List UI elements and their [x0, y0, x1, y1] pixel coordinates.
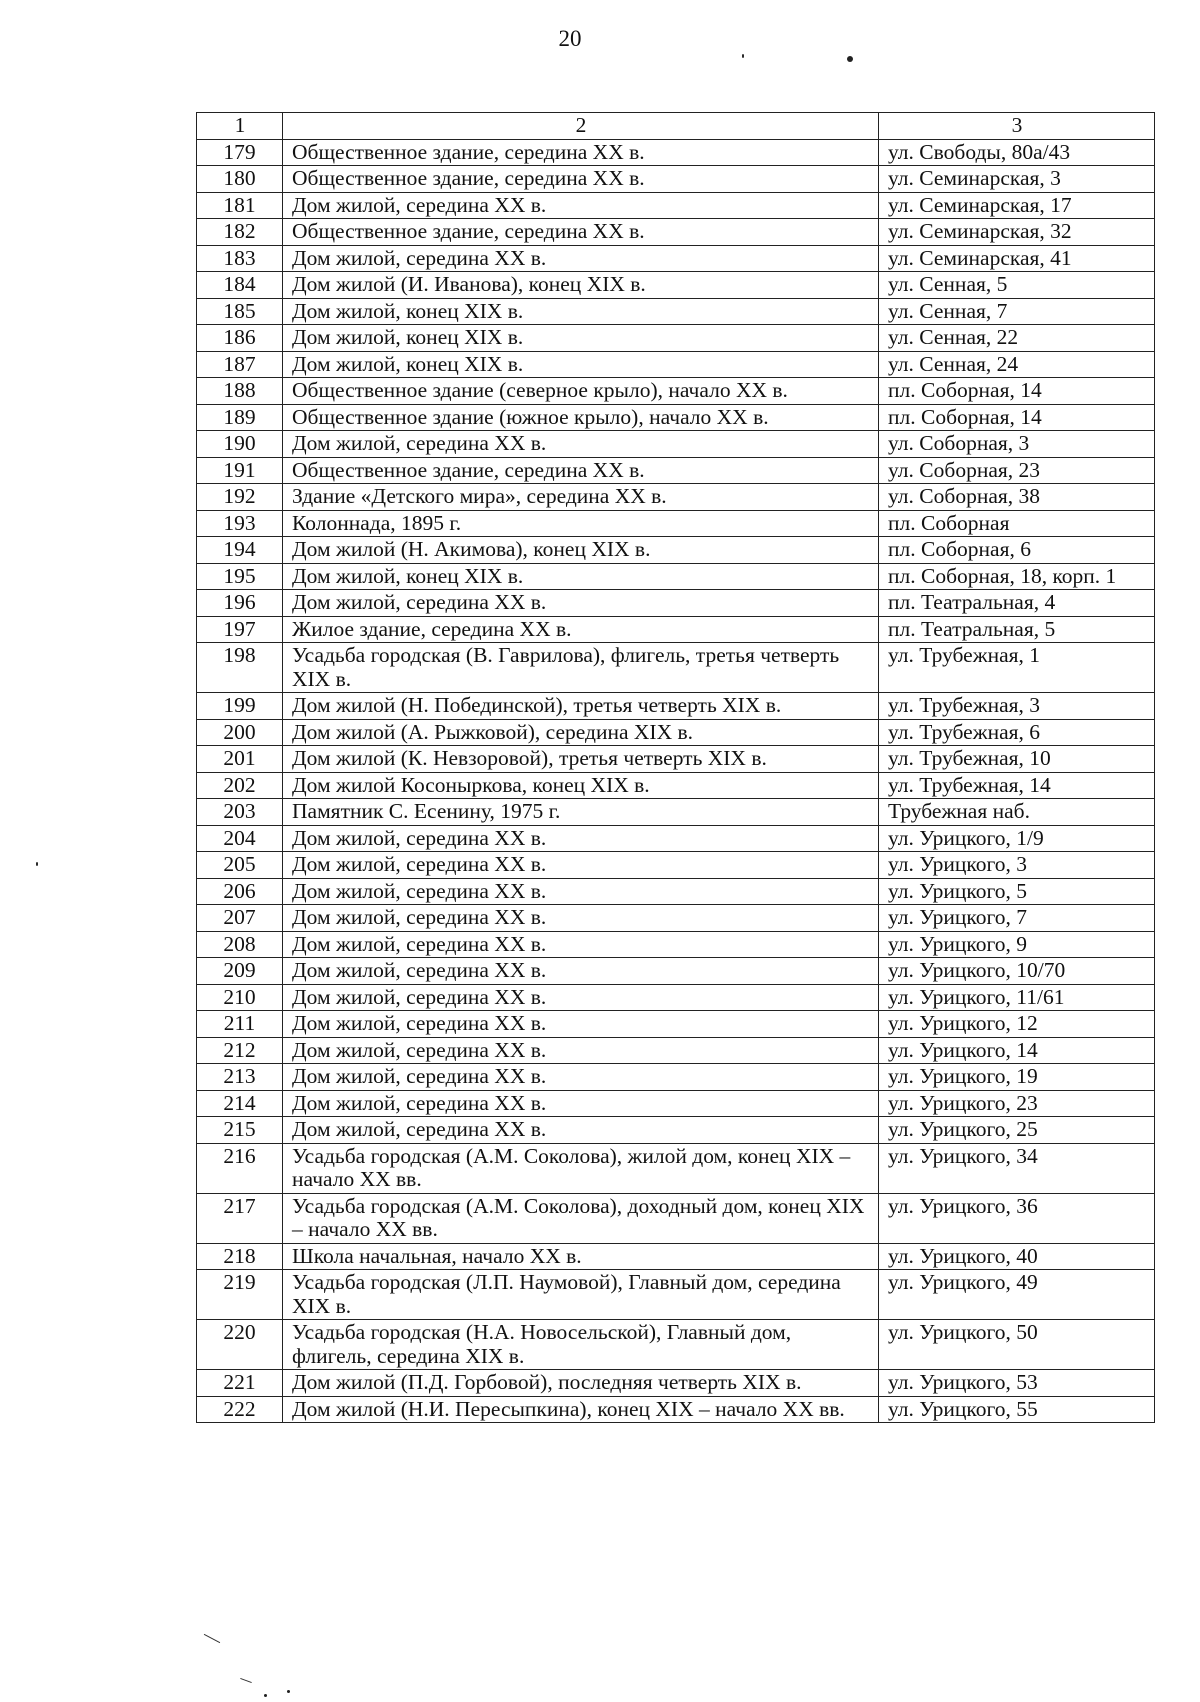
address-cell: ул. Урицкого, 49 — [879, 1270, 1155, 1320]
object-name-cell: Дом жилой, середина XX в. — [283, 878, 879, 905]
address-cell: ул. Урицкого, 11/61 — [879, 984, 1155, 1011]
row-number-cell: 183 — [197, 245, 283, 272]
object-name-cell: Дом жилой (П.Д. Горбовой), последняя четверть XIX в. — [283, 1370, 879, 1397]
address-cell: ул. Трубежная, 14 — [879, 772, 1155, 799]
object-name-cell: Общественное здание (северное крыло), начало XX в. — [283, 378, 879, 405]
table-row — [197, 245, 1155, 272]
row-number-cell: 206 — [197, 878, 283, 905]
table-row — [197, 1243, 1155, 1270]
object-name-cell: Памятник С. Есенину, 1975 г. — [283, 799, 879, 826]
address-cell: ул. Сенная, 22 — [879, 325, 1155, 352]
table-row — [197, 1117, 1155, 1144]
row-number-cell: 201 — [197, 746, 283, 773]
row-number-cell: 199 — [197, 693, 283, 720]
object-name-cell: Школа начальная, начало XX в. — [283, 1243, 879, 1270]
address-cell: ул. Урицкого, 5 — [879, 878, 1155, 905]
object-name-cell: Общественное здание, середина XX в. — [283, 166, 879, 193]
object-name-cell: Дом жилой (Н. Побединской), третья четверть XIX в. — [283, 693, 879, 720]
address-cell: пл. Соборная, 18, корп. 1 — [879, 563, 1155, 590]
table-row — [197, 984, 1155, 1011]
table-row — [197, 404, 1155, 431]
address-cell: ул. Семинарская, 32 — [879, 219, 1155, 246]
address-cell: пл. Соборная — [879, 510, 1155, 537]
address-cell: ул. Урицкого, 1/9 — [879, 825, 1155, 852]
scan-speck — [264, 1694, 267, 1697]
row-number-cell: 187 — [197, 351, 283, 378]
object-name-cell: Дом жилой (Н. Акимова), конец XIX в. — [283, 537, 879, 564]
heritage-registry-table — [196, 112, 1155, 1423]
row-number-cell: 189 — [197, 404, 283, 431]
row-number-cell: 214 — [197, 1090, 283, 1117]
object-name-cell: Общественное здание (южное крыло), начало XX в. — [283, 404, 879, 431]
table-row — [197, 693, 1155, 720]
table-row — [197, 219, 1155, 246]
row-number-cell: 181 — [197, 192, 283, 219]
scan-speck — [36, 862, 38, 866]
object-name-cell: Дом жилой, середина XX в. — [283, 852, 879, 879]
address-cell: ул. Урицкого, 7 — [879, 905, 1155, 932]
object-name-cell: Дом жилой (К. Невзоровой), третья четверть XIX в. — [283, 746, 879, 773]
object-name-cell: Усадьба городская (А.М. Соколова), жилой дом, конец XIX – начало XX вв. — [283, 1143, 879, 1193]
table-row — [197, 1037, 1155, 1064]
table-row — [197, 825, 1155, 852]
column-header-number: 1 — [197, 113, 283, 140]
row-number-cell: 213 — [197, 1064, 283, 1091]
table-row — [197, 643, 1155, 693]
object-name-cell: Дом жилой, середина XX в. — [283, 1090, 879, 1117]
object-name-cell: Дом жилой, середина XX в. — [283, 431, 879, 458]
table-row — [197, 325, 1155, 352]
row-number-cell: 192 — [197, 484, 283, 511]
address-cell: ул. Урицкого, 9 — [879, 931, 1155, 958]
address-cell: ул. Сенная, 24 — [879, 351, 1155, 378]
object-name-cell: Дом жилой, середина XX в. — [283, 245, 879, 272]
address-cell: пл. Театральная, 5 — [879, 616, 1155, 643]
table-row — [197, 590, 1155, 617]
address-cell: ул. Урицкого, 3 — [879, 852, 1155, 879]
address-cell: ул. Соборная, 23 — [879, 457, 1155, 484]
address-cell: ул. Соборная, 3 — [879, 431, 1155, 458]
object-name-cell: Дом жилой Косоныркова, конец XIX в. — [283, 772, 879, 799]
address-cell: пл. Соборная, 6 — [879, 537, 1155, 564]
table-row — [197, 905, 1155, 932]
address-cell: ул. Трубежная, 6 — [879, 719, 1155, 746]
object-name-cell: Усадьба городская (Н.А. Новосельской), Главный дом, флигель, середина XIX в. — [283, 1320, 879, 1370]
address-cell: ул. Урицкого, 50 — [879, 1320, 1155, 1370]
table-row — [197, 852, 1155, 879]
row-number-cell: 196 — [197, 590, 283, 617]
address-cell: ул. Трубежная, 1 — [879, 643, 1155, 693]
address-cell: ул. Трубежная, 3 — [879, 693, 1155, 720]
row-number-cell: 179 — [197, 139, 283, 166]
address-cell: ул. Урицкого, 53 — [879, 1370, 1155, 1397]
scan-mark — [240, 1678, 252, 1683]
object-name-cell: Усадьба городская (В. Гаврилова), флигель, третья четверть XIX в. — [283, 643, 879, 693]
row-number-cell: 212 — [197, 1037, 283, 1064]
table-row — [197, 616, 1155, 643]
row-number-cell: 222 — [197, 1396, 283, 1423]
object-name-cell: Дом жилой, конец XIX в. — [283, 325, 879, 352]
table-row — [197, 799, 1155, 826]
table-row — [197, 563, 1155, 590]
address-cell: ул. Трубежная, 10 — [879, 746, 1155, 773]
object-name-cell: Дом жилой, середина XX в. — [283, 905, 879, 932]
table-row — [197, 1064, 1155, 1091]
object-name-cell: Дом жилой, середина XX в. — [283, 984, 879, 1011]
address-cell: ул. Семинарская, 3 — [879, 166, 1155, 193]
row-number-cell: 217 — [197, 1193, 283, 1243]
table-row — [197, 746, 1155, 773]
row-number-cell: 191 — [197, 457, 283, 484]
row-number-cell: 184 — [197, 272, 283, 299]
scan-speck — [847, 56, 853, 62]
object-name-cell: Дом жилой, середина XX в. — [283, 192, 879, 219]
address-cell: ул. Семинарская, 41 — [879, 245, 1155, 272]
row-number-cell: 215 — [197, 1117, 283, 1144]
table-row — [197, 457, 1155, 484]
row-number-cell: 205 — [197, 852, 283, 879]
table-row — [197, 1011, 1155, 1038]
address-cell: ул. Сенная, 7 — [879, 298, 1155, 325]
address-cell: ул. Урицкого, 40 — [879, 1243, 1155, 1270]
row-number-cell: 193 — [197, 510, 283, 537]
table-row — [197, 878, 1155, 905]
address-cell: пл. Театральная, 4 — [879, 590, 1155, 617]
row-number-cell: 216 — [197, 1143, 283, 1193]
row-number-cell: 197 — [197, 616, 283, 643]
object-name-cell: Дом жилой, середина XX в. — [283, 1037, 879, 1064]
object-name-cell: Дом жилой (Н.И. Пересыпкина), конец XIX – начало XX вв. — [283, 1396, 879, 1423]
table-row — [197, 192, 1155, 219]
row-number-cell: 194 — [197, 537, 283, 564]
object-name-cell: Усадьба городская (Л.П. Наумовой), Главный дом, середина XIX в. — [283, 1270, 879, 1320]
address-cell: ул. Урицкого, 25 — [879, 1117, 1155, 1144]
address-cell: ул. Соборная, 38 — [879, 484, 1155, 511]
table-row — [197, 351, 1155, 378]
table-row — [197, 719, 1155, 746]
object-name-cell: Общественное здание, середина XX в. — [283, 139, 879, 166]
table-row — [197, 1270, 1155, 1320]
page-number: 20 — [558, 26, 582, 51]
row-number-cell: 211 — [197, 1011, 283, 1038]
row-number-cell: 198 — [197, 643, 283, 693]
object-name-cell: Колоннада, 1895 г. — [283, 510, 879, 537]
table-row — [197, 537, 1155, 564]
scan-mark — [204, 1634, 220, 1643]
table-row — [197, 298, 1155, 325]
row-number-cell: 202 — [197, 772, 283, 799]
row-number-cell: 180 — [197, 166, 283, 193]
row-number-cell: 220 — [197, 1320, 283, 1370]
table-header-row — [197, 113, 1155, 140]
table-row — [197, 1396, 1155, 1423]
address-cell: ул. Урицкого, 55 — [879, 1396, 1155, 1423]
row-number-cell: 188 — [197, 378, 283, 405]
row-number-cell: 219 — [197, 1270, 283, 1320]
address-cell: ул. Урицкого, 10/70 — [879, 958, 1155, 985]
row-number-cell: 204 — [197, 825, 283, 852]
row-number-cell: 195 — [197, 563, 283, 590]
address-cell: ул. Семинарская, 17 — [879, 192, 1155, 219]
column-header-name: 2 — [283, 113, 879, 140]
object-name-cell: Дом жилой, конец XIX в. — [283, 298, 879, 325]
object-name-cell: Дом жилой, середина XX в. — [283, 958, 879, 985]
row-number-cell: 203 — [197, 799, 283, 826]
address-cell: ул. Сенная, 5 — [879, 272, 1155, 299]
table-row — [197, 378, 1155, 405]
table-row — [197, 1090, 1155, 1117]
object-name-cell: Здание «Детского мира», середина XX в. — [283, 484, 879, 511]
object-name-cell: Дом жилой (А. Рыжковой), середина XIX в. — [283, 719, 879, 746]
address-cell: пл. Соборная, 14 — [879, 404, 1155, 431]
row-number-cell: 186 — [197, 325, 283, 352]
scan-speck — [287, 1690, 290, 1693]
address-cell: ул. Урицкого, 12 — [879, 1011, 1155, 1038]
row-number-cell: 200 — [197, 719, 283, 746]
address-cell: пл. Соборная, 14 — [879, 378, 1155, 405]
table-row — [197, 484, 1155, 511]
object-name-cell: Дом жилой (И. Иванова), конец XIX в. — [283, 272, 879, 299]
address-cell: ул. Урицкого, 36 — [879, 1193, 1155, 1243]
object-name-cell: Дом жилой, середина XX в. — [283, 1064, 879, 1091]
row-number-cell: 182 — [197, 219, 283, 246]
table-row — [197, 272, 1155, 299]
row-number-cell: 185 — [197, 298, 283, 325]
object-name-cell: Жилое здание, середина XX в. — [283, 616, 879, 643]
table-row — [197, 1370, 1155, 1397]
table-row — [197, 1320, 1155, 1370]
object-name-cell: Дом жилой, середина XX в. — [283, 1117, 879, 1144]
row-number-cell: 218 — [197, 1243, 283, 1270]
address-cell: ул. Урицкого, 14 — [879, 1037, 1155, 1064]
object-name-cell: Дом жилой, середина XX в. — [283, 825, 879, 852]
object-name-cell: Дом жилой, конец XIX в. — [283, 351, 879, 378]
table-row — [197, 139, 1155, 166]
row-number-cell: 209 — [197, 958, 283, 985]
table-row — [197, 931, 1155, 958]
table-row — [197, 958, 1155, 985]
row-number-cell: 190 — [197, 431, 283, 458]
object-name-cell: Общественное здание, середина XX в. — [283, 219, 879, 246]
address-cell: ул. Свободы, 80а/43 — [879, 139, 1155, 166]
object-name-cell: Дом жилой, середина XX в. — [283, 1011, 879, 1038]
table-row — [197, 772, 1155, 799]
address-cell: ул. Урицкого, 34 — [879, 1143, 1155, 1193]
object-name-cell: Общественное здание, середина XX в. — [283, 457, 879, 484]
row-number-cell: 208 — [197, 931, 283, 958]
object-name-cell: Дом жилой, середина XX в. — [283, 590, 879, 617]
address-cell: ул. Урицкого, 19 — [879, 1064, 1155, 1091]
row-number-cell: 207 — [197, 905, 283, 932]
table-row — [197, 510, 1155, 537]
table-row — [197, 166, 1155, 193]
table-row — [197, 431, 1155, 458]
table-row — [197, 1143, 1155, 1193]
scan-speck — [742, 54, 744, 58]
table-row — [197, 1193, 1155, 1243]
row-number-cell: 221 — [197, 1370, 283, 1397]
object-name-cell: Дом жилой, середина XX в. — [283, 931, 879, 958]
row-number-cell: 210 — [197, 984, 283, 1011]
object-name-cell: Усадьба городская (А.М. Соколова), доходный дом, конец XIX – начало XX вв. — [283, 1193, 879, 1243]
column-header-address: 3 — [879, 113, 1155, 140]
address-cell: ул. Урицкого, 23 — [879, 1090, 1155, 1117]
address-cell: Трубежная наб. — [879, 799, 1155, 826]
object-name-cell: Дом жилой, конец XIX в. — [283, 563, 879, 590]
